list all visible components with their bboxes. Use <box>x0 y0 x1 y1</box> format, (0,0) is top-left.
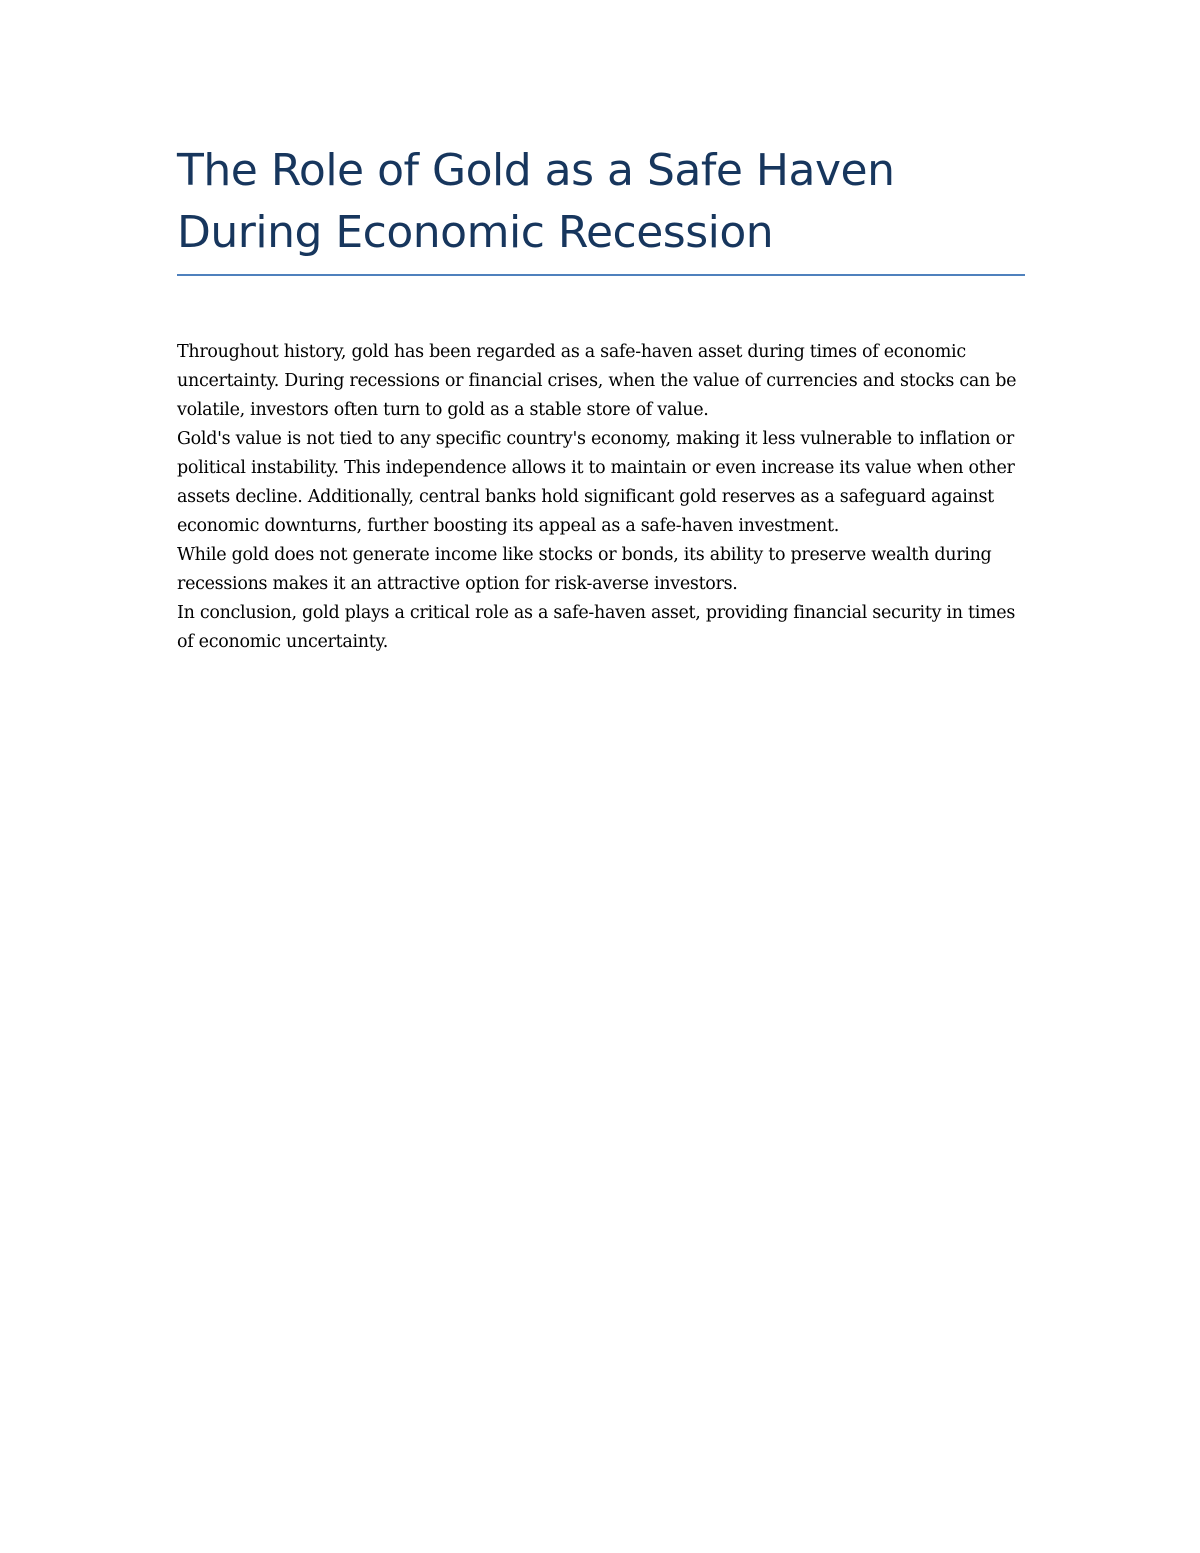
document-body <box>177 338 1025 657</box>
paragraph-independence: Gold's value is not tied to any specific country's economy, making it less vulnerable to inflation or political instability. This independence allows it to maintain or even increase its value when other assets decline. Additionally, central banks hold significant gold reserves as a safeguard against economic downturns, further boosting its appeal as a safe-haven investment. <box>177 429 1015 536</box>
paragraph-conclusion: In conclusion, gold plays a critical role as a safe-haven asset, providing financial security in times of economic uncertainty. <box>177 603 1016 652</box>
document-title: The Role of Gold as a Safe Haven During Economic Recession <box>177 140 1025 276</box>
paragraph-income: While gold does not generate income like stocks or bonds, its ability to preserve wealth during recessions makes it an attractive option for risk-averse investors. <box>177 545 992 594</box>
paragraph-intro: Throughout history, gold has been regarded as a safe-haven asset during times of economic uncertainty. During recessions or financial crises, when the value of currencies and stocks can be volatile, investors often turn to gold as a stable store of value. <box>177 342 1017 420</box>
document-content <box>177 140 1025 657</box>
